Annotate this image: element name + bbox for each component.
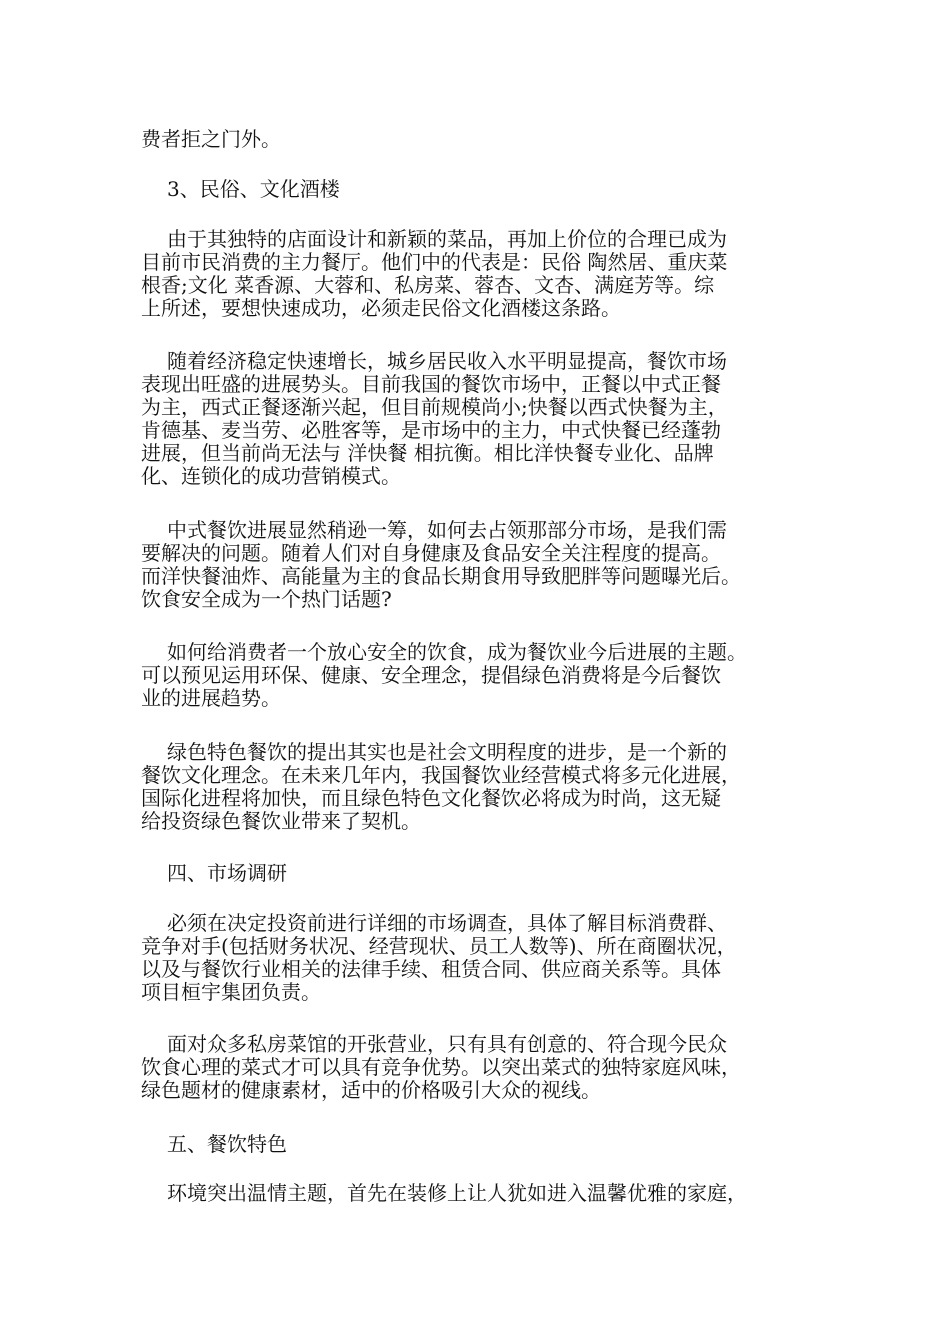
section-heading-folk-culture: 3、民俗、文化酒楼 (167, 177, 340, 201)
paragraph-private-kitchens: 面对众多私房菜馆的开张营业，只有具有创意的、符合现今民众 饮食心理的菜式才可以具有竞争优势。以突出菜式的独特家庭风味， 绿色题材的健康素材，适中的价格吸引大众的视线。 (141, 1032, 741, 1102)
paragraph-continuation: 费者拒之门外。 (141, 127, 281, 151)
paragraph-food-safety: 如何给消费者一个放心安全的饮食，成为餐饮业今后进展的主题。 可以预见运用环保、健康、安全理念，提倡绿色消费将是今后餐饮 业的进展趋势。 (141, 640, 747, 710)
section-heading-catering-features: 五、餐饮特色 (167, 1132, 287, 1156)
paragraph-green-catering: 绿色特色餐饮的提出其实也是社会文明程度的进步，是一个新的 餐饮文化理念。在未来几年内，我国餐饮业经营模式将多元化进展， 国际化进程将加快，而且绿色特色文化餐饮必将成为时尚，这无疑 给投资绿色餐饮业带来了契机。 (141, 740, 741, 833)
paragraph-folk-restaurants: 由于其独特的店面设计和新颖的菜品，再加上价位的合理已成为 目前市民消费的主力餐厅。他们中的代表是：民俗 陶然居、重庆菜 根香;文化 菜香源、大蓉和、私房菜、蓉杏、文杏、满庭芳等。综 上所述，要想快速成功，必须走民俗文化酒楼这条路。 (141, 227, 728, 320)
section-heading-market-research: 四、市场调研 (167, 861, 287, 885)
paragraph-market-investigation: 必须在决定投资前进行详细的市场调查，具体了解目标消费群、 竞争对手(包括财务状况、经营现状、员工人数等)、所在商圈状况， 以及与餐饮行业相关的法律手续、租赁合同、供应商关系等。具体 项目桓宇集团负责。 (141, 911, 737, 1004)
paragraph-environment: 环境突出温情主题，首先在装修上让人犹如进入温馨优雅的家庭， (167, 1181, 747, 1205)
paragraph-chinese-catering: 中式餐饮进展显然稍逊一筹，如何去占领那部分市场，是我们需 要解决的问题。随着人们对自身健康及食品安全关注程度的提高。 而洋快餐油炸、高能量为主的食品长期食用导致肥胖等问题曝光后。 饮食安全成为一个热门话题? (141, 518, 741, 611)
paragraph-market-growth: 随着经济稳定快速增长，城乡居民收入水平明显提高，餐饮市场 表现出旺盛的进展势头。目前我国的餐饮市场中，正餐以中式正餐 为主，西式正餐逐渐兴起，但目前规模尚小;快餐以西式快餐为主， 肯德基、麦当劳、必胜客等，是市场中的主力，中式快餐已经蓬勃 进展，但当前尚无法与 洋快餐 相抗衡。相比洋快餐专业化、品牌 化、连锁化的成功营销模式。 (141, 349, 728, 488)
